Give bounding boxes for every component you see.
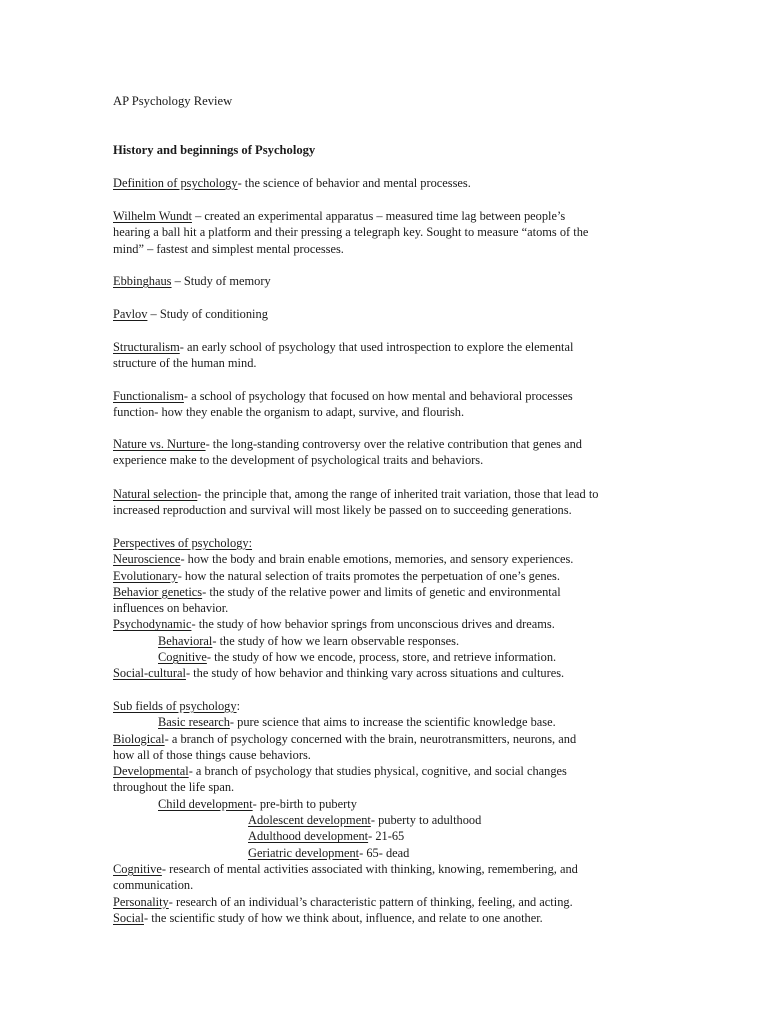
perspectives-heading: Perspectives of psychology: (113, 536, 253, 550)
cognitive-perspective-text: - the study of how we encode, process, store, and retrieve information. (206, 650, 557, 665)
neuroscience-text: - how the body and brain enable emotions, memories, and sensory experiences. (180, 552, 574, 567)
functionalism-entry (113, 388, 673, 421)
section-heading: History and beginnings of Psychology (113, 143, 316, 157)
subfields-section (113, 698, 673, 926)
structuralism-term: Structuralism (113, 340, 180, 354)
personality-text: - research of an individual’s characteristic pattern of thinking, feeling, and acting. (168, 894, 573, 909)
nature-nurture-text-line1: - the long-standing controversy over the relative contribution that genes and (205, 437, 582, 451)
social-cultural-text: - the study of how behavior and thinking vary across situations and cultures. (185, 666, 565, 681)
cognitive-subfield-term: Cognitive (113, 861, 162, 876)
adolescent-development-term: Adolescent development (248, 813, 371, 828)
social-cultural-term: Social-cultural (113, 666, 186, 681)
structuralism-text-line2: structure of the human mind. (113, 356, 257, 371)
behavioral-text: - the study of how we learn observable responses. (212, 633, 460, 648)
definition-term: Definition of psychology (113, 176, 238, 190)
basic-research-term: Basic research (158, 715, 230, 730)
structuralism-entry (113, 339, 673, 372)
nature-nurture-entry (113, 436, 673, 469)
natural-selection-entry (113, 486, 673, 519)
ebbinghaus-text: – Study of memory (171, 274, 271, 288)
cognitive-subfield-text-line1: - research of mental activities associated with thinking, knowing, remembering, and (161, 861, 578, 876)
cognitive-subfield-text-line2: communication. (113, 878, 194, 893)
behavior-genetics-text-line1: - the study of the relative power and limits of genetic and environmental (202, 584, 561, 599)
basic-research-text: - pure science that aims to increase the scientific knowledge base. (229, 715, 556, 730)
wundt-text-line2: hearing a ball hit a platform and their pressing a telegraph key. Sought to measure “atoms of the (113, 225, 589, 240)
developmental-term: Developmental (113, 764, 189, 779)
wundt-term: Wilhelm Wundt (113, 209, 192, 223)
child-development-term: Child development (158, 796, 253, 811)
natural-selection-term: Natural selection (113, 487, 198, 501)
neuroscience-term: Neuroscience (113, 552, 181, 567)
subfields-heading-colon: : (236, 699, 241, 713)
social-term: Social (113, 910, 144, 925)
ebbinghaus-term: Ebbinghaus (113, 274, 172, 288)
behavioral-term: Behavioral (158, 633, 213, 648)
wundt-entry (113, 208, 673, 257)
psychodynamic-term: Psychodynamic (113, 617, 192, 632)
pavlov-text: – Study of conditioning (147, 307, 268, 321)
biological-text-line2: how all of those things cause behaviors. (113, 747, 311, 762)
functionalism-term: Functionalism (113, 389, 184, 403)
behavior-genetics-term: Behavior genetics (113, 584, 203, 599)
nature-nurture-term: Nature vs. Nurture (113, 437, 206, 451)
nature-nurture-text-line2: experience make to the development of psychological traits and behaviors. (113, 453, 484, 468)
perspectives-section (113, 535, 673, 682)
pavlov-entry (113, 306, 673, 322)
biological-text-line1: - a branch of psychology concerned with the brain, neurotransmitters, neurons, and (164, 731, 577, 746)
child-development-text: - pre-birth to puberty (252, 796, 357, 811)
geriatric-development-term: Geriatric development (248, 845, 360, 860)
natural-selection-text-line2: increased reproduction and survival will most likely be passed on to succeeding generations. (113, 503, 572, 518)
adulthood-development-term: Adulthood development (248, 829, 369, 844)
biological-term: Biological (113, 731, 165, 746)
structuralism-text-line1: - an early school of psychology that used introspection to explore the elemental (179, 340, 574, 354)
subfields-heading: Sub fields of psychology (113, 699, 237, 713)
wundt-text-line1: – created an experimental apparatus – measured time lag between people’s (191, 209, 566, 223)
personality-term: Personality (113, 894, 169, 909)
cognitive-perspective-term: Cognitive (158, 650, 207, 665)
ebbinghaus-entry (113, 273, 673, 289)
document-title: AP Psychology Review (113, 94, 233, 108)
psychodynamic-text: - the study of how behavior springs from unconscious drives and dreams. (191, 617, 555, 632)
natural-selection-text-line1: - the principle that, among the range of inherited trait variation, those that lead to (197, 487, 599, 501)
evolutionary-text: - how the natural selection of traits promotes the perpetuation of one’s genes. (177, 568, 560, 583)
social-text: - the scientific study of how we think about, influence, and relate to one another. (143, 910, 543, 925)
evolutionary-term: Evolutionary (113, 568, 178, 583)
adulthood-development-text: - 21-65 (368, 829, 405, 844)
pavlov-term: Pavlov (113, 307, 148, 321)
wundt-text-line3: mind” – fastest and simplest mental processes. (113, 241, 344, 256)
functionalism-text-line1: - a school of psychology that focused on how mental and behavioral processes (183, 389, 573, 403)
functionalism-text-line2: function- how they enable the organism to adapt, survive, and flourish. (113, 405, 465, 420)
definition-text: - the science of behavior and mental processes. (237, 176, 471, 190)
geriatric-development-text: - 65- dead (359, 845, 410, 860)
developmental-text-line2: throughout the life span. (113, 780, 235, 795)
adolescent-development-text: - puberty to adulthood (370, 813, 482, 828)
behavior-genetics-text-line2: influences on behavior. (113, 601, 229, 616)
definition-entry (113, 175, 673, 191)
developmental-text-line1: - a branch of psychology that studies physical, cognitive, and social changes (188, 764, 567, 779)
